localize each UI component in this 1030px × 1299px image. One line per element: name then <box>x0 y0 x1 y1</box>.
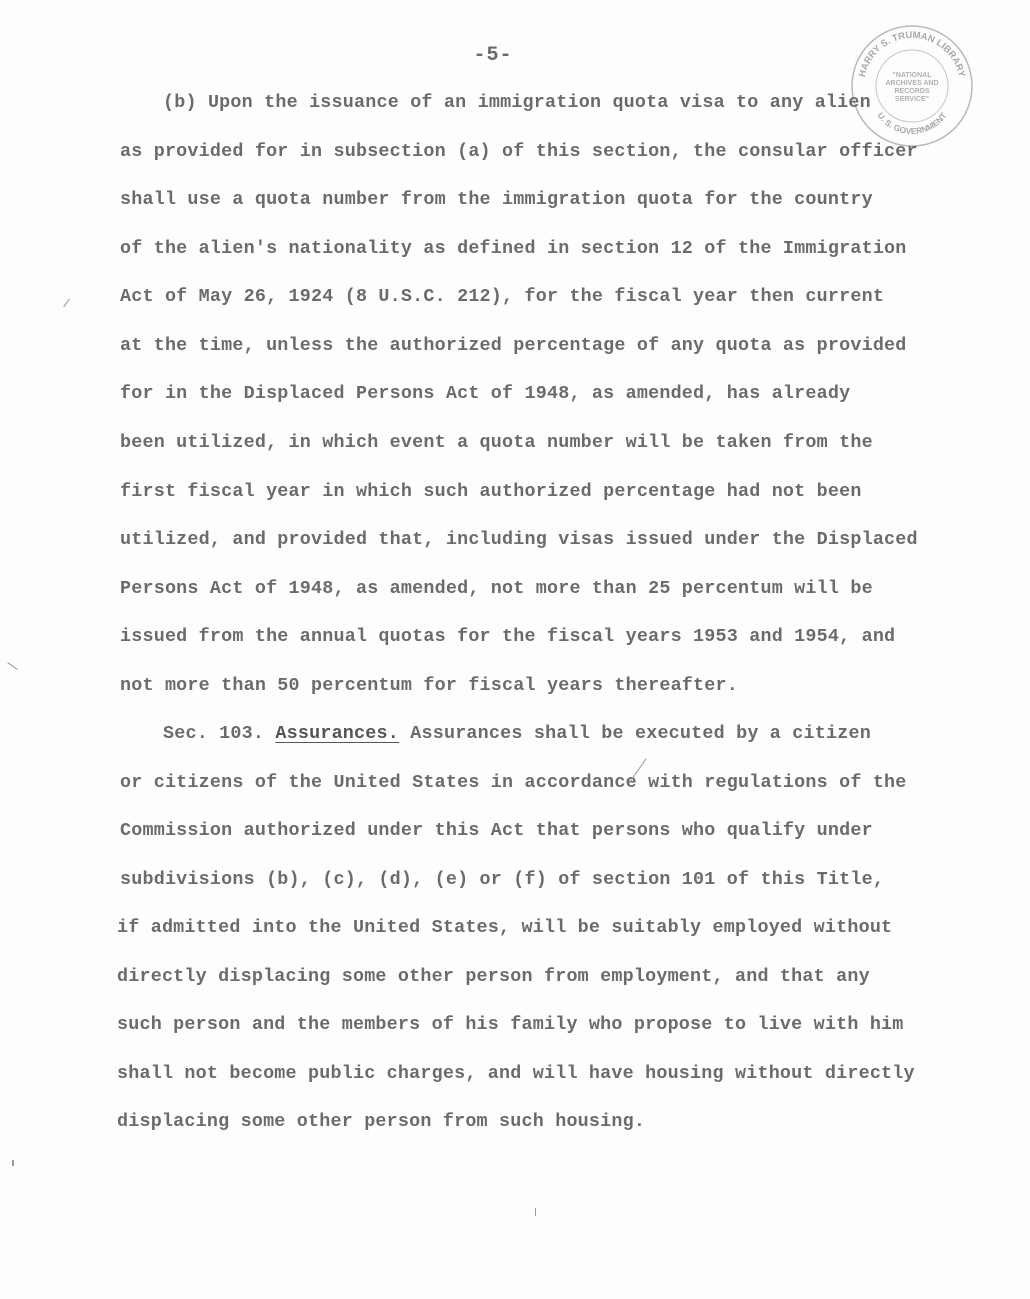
section-number: Sec. 103. <box>163 723 265 744</box>
stray-mark <box>12 1160 14 1166</box>
stray-mark <box>63 299 70 308</box>
sec103-line: if admitted into the United States, will be suitably employed without <box>117 917 893 938</box>
svg-text:RECORDS: RECORDS <box>894 88 930 95</box>
section-heading: Assurances. <box>275 723 399 744</box>
section-first-line-text: Assurances shall be executed by a citizen <box>410 723 871 744</box>
paragraph-b-line: of the alien's nationality as defined in section 12 of the Immigration <box>120 238 907 259</box>
sec103-line: such person and the members of his family who propose to live with him <box>117 1014 904 1035</box>
svg-text:"NATIONAL: "NATIONAL <box>892 72 932 79</box>
paragraph-b-line: utilized, and provided that, including visas issued under the Displaced <box>120 529 918 550</box>
svg-text:SERVICE": SERVICE" <box>895 96 929 103</box>
sec103-line: subdivisions (b), (c), (d), (e) or (f) of section 101 of this Title, <box>120 869 885 890</box>
paragraph-b-line: Act of May 26, 1924 (8 U.S.C. 212), for the fiscal year then current <box>120 286 885 307</box>
paragraph-b-line: been utilized, in which event a quota number will be taken from the <box>120 432 873 453</box>
stray-mark <box>535 1208 536 1216</box>
sec103-line: Commission authorized under this Act that persons who qualify under <box>120 820 873 841</box>
paragraph-b-line: for in the Displaced Persons Act of 1948, as amended, has already <box>120 383 851 404</box>
sec103-line: directly displacing some other person from employment, and that any <box>117 966 870 987</box>
paragraph-b-line: as provided for in subsection (a) of this section, the consular officer <box>120 141 918 162</box>
paragraph-b-line: Persons Act of 1948, as amended, not more than 25 percentum will be <box>120 578 873 599</box>
sec103-line: displacing some other person from such housing. <box>117 1111 646 1132</box>
stray-mark <box>7 662 17 670</box>
paragraph-b-line: (b) Upon the issuance of an immigration quota visa to any alien <box>163 92 871 113</box>
sec103-line: or citizens of the United States in accordance with regulations of the <box>120 772 907 793</box>
paragraph-b-line: first fiscal year in which such authorized percentage had not been <box>120 481 862 502</box>
paragraph-b-line: issued from the annual quotas for the fiscal years 1953 and 1954, and <box>120 626 896 647</box>
sec103-line: shall not become public charges, and will have housing without directly <box>117 1063 915 1084</box>
archive-seal-stamp <box>848 22 976 150</box>
paragraph-b-line: shall use a quota number from the immigration quota for the country <box>120 189 873 210</box>
page-number: -5- <box>473 44 513 67</box>
svg-text:HARRY S. TRUMAN LIBRARY: HARRY S. TRUMAN LIBRARY <box>856 29 968 79</box>
svg-text:ARCHIVES AND: ARCHIVES AND <box>885 80 939 87</box>
sec103-first-line <box>163 723 871 744</box>
paragraph-b-line: not more than 50 percentum for fiscal years thereafter. <box>120 675 738 696</box>
svg-text:U. S. GOVERNMENT: U. S. GOVERNMENT <box>875 110 949 137</box>
paragraph-b-line: at the time, unless the authorized percentage of any quota as provided <box>120 335 907 356</box>
